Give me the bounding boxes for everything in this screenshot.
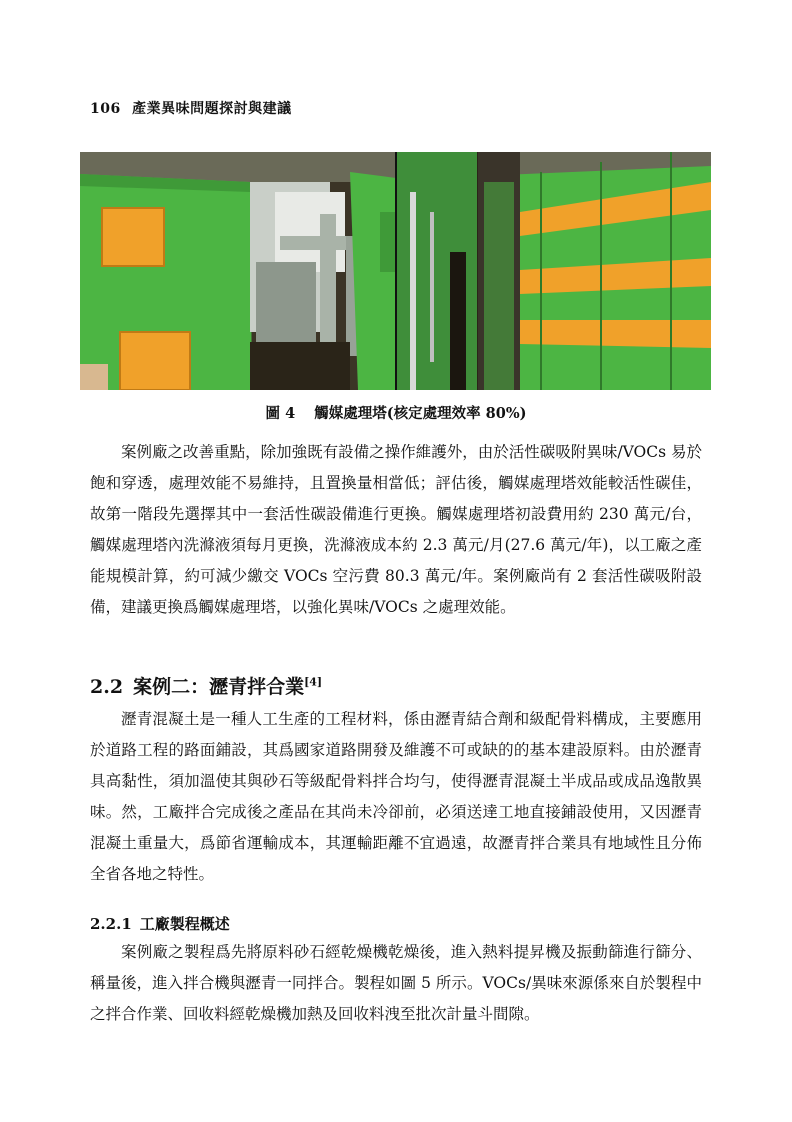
paragraph: 案例廠之製程爲先將原料砂石經乾燥機乾燥後，進入熱料提昇機及振動篩進行篩分、稱量後，進入拌合機與瀝青一同拌合。製程如圖 5 所示。VOCs/異味來源係來自於製程中之拌合作業、回收料經乾燥機加熱及回收料洩至批次計量斗間隙。 [90,943,702,1023]
catalytic-tower-photo [80,152,711,390]
section-number: 2.2 [90,676,124,698]
figure-number: 圖 4 [265,405,296,422]
figure-caption-text: 觸媒處理塔(核定處理效率 80%) [314,405,527,422]
section-number: 2.2.1 [90,915,132,933]
figure-4-photo [80,152,711,390]
paragraph-block-3 [90,937,702,1030]
paragraph: 瀝青混凝土是一種人工生產的工程材料，係由瀝青結合劑和級配骨料構成，主要應用於道路工程的路面鋪設，其爲國家道路開發及維護不可或缺的的基本建設原料。由於瀝青具高黏性，須加溫使其與砂石等級配骨料拌合均勻，使得瀝青混凝土半成品或成品逸散異味。然，工廠拌合完成後之產品在其尚未冷卻前，必須送達工地直接鋪設使用，又因瀝青混凝土重量大，爲節省運輸成本，其運輸距離不宜過遠，故瀝青拌合業具有地域性且分佈全省各地之特性。 [90,710,702,883]
reference-marker: [4] [304,675,323,689]
paragraph: 案例廠之改善重點，除加強既有設備之操作維護外，由於活性碳吸附異味/VOCs 易於飽和穿透，處理效能不易維持，且置換量相當低；評估後，觸媒處理塔效能較活性碳佳，故第一階段先選擇其中一套活性碳設備進行更換。觸媒處理塔初設費用約 230 萬元/台，觸媒處理塔內洗滌液須每月更換，洗滌液成本約 2.3 萬元/月(27.6 萬元/年)，以工廠之產能規模計算，約可減少繳交 VOCs 空污費 80.3 萬元/年。案例廠尚有 2 套活性碳吸附設備，建議更換爲觸媒處理塔，以強化異味/VOCs 之處理效能。 [90,443,702,616]
running-header [90,98,292,118]
section-heading-2-2 [90,672,322,699]
section-title: 工廠製程概述 [139,915,230,933]
paragraph-block-1 [90,437,702,623]
paragraph-block-2 [90,704,702,890]
book-title: 產業異味問題探討與建議 [132,101,292,117]
section-heading-2-2-1 [90,913,230,934]
section-title: 案例二：瀝青拌合業 [133,676,305,698]
page-number: 106 [90,101,121,117]
figure-caption [0,402,792,423]
